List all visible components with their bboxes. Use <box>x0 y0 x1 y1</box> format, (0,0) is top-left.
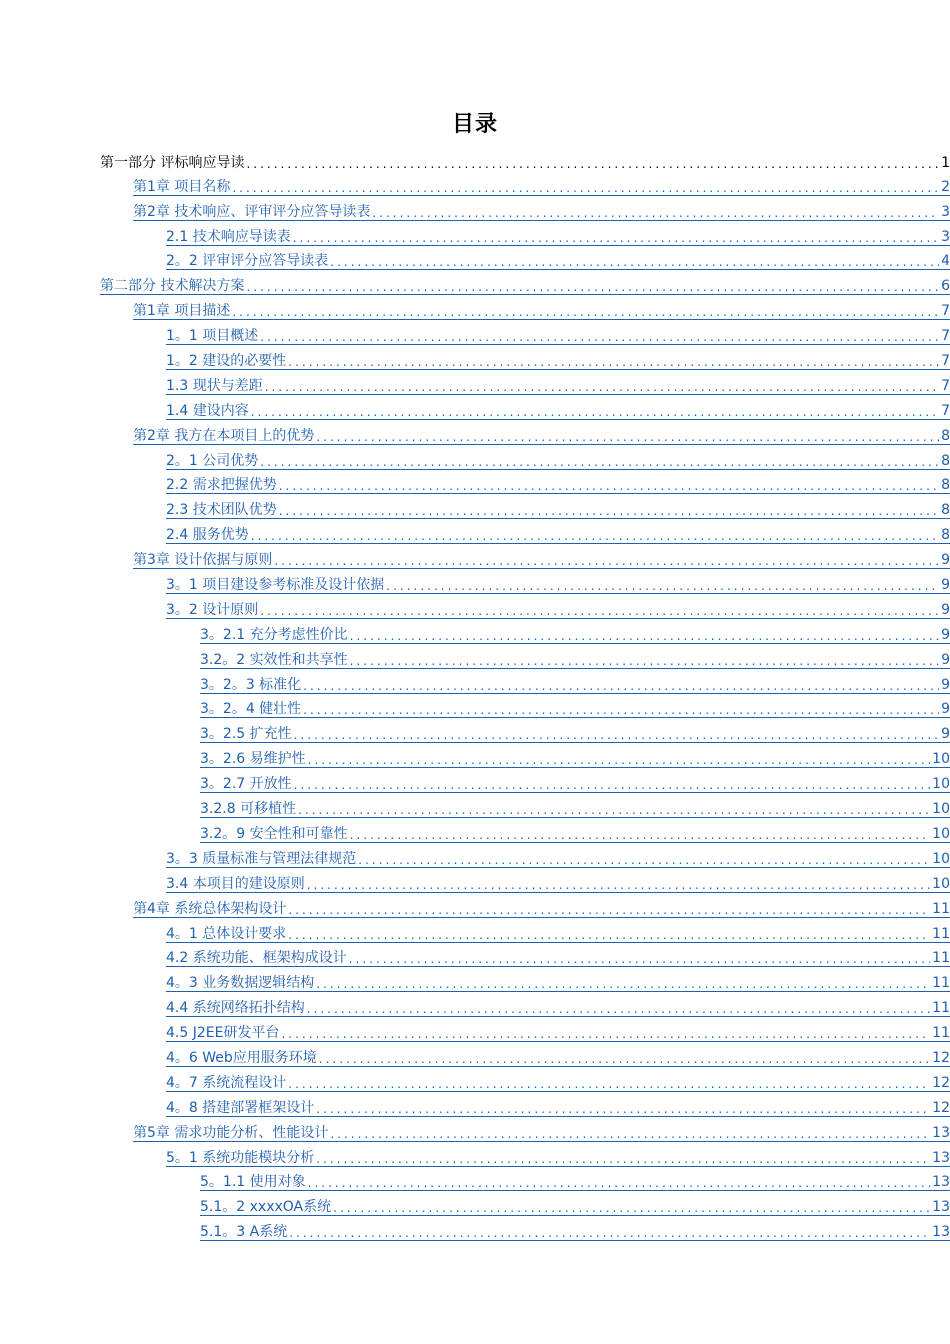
toc-page-number: 10 <box>932 776 950 793</box>
toc-page-number: 11 <box>932 950 950 967</box>
toc-entry-link[interactable] <box>200 826 950 843</box>
toc-dot-leader <box>293 231 939 245</box>
toc-dot-leader <box>308 753 931 767</box>
toc-dot-leader <box>279 479 939 493</box>
toc-entry[interactable] <box>0 672 950 697</box>
toc-entry-link[interactable] <box>200 652 950 669</box>
toc-entry-link[interactable] <box>166 950 950 967</box>
toc-dot-leader <box>274 554 939 568</box>
toc-entry[interactable] <box>0 1170 950 1195</box>
toc-dot-leader <box>316 977 930 991</box>
toc-entry-label: 3.2。9 安全性和可靠性 <box>200 825 348 842</box>
toc-entry-link[interactable] <box>133 204 950 221</box>
toc-entry[interactable] <box>0 1020 950 1045</box>
toc-entry-label: 5。1.1 使用对象 <box>200 1174 306 1191</box>
toc-entry-link[interactable] <box>166 1050 950 1067</box>
toc-entry-link[interactable] <box>133 428 950 445</box>
toc-entry[interactable] <box>0 697 950 722</box>
toc-entry-label: 3。2。3 标准化 <box>200 676 302 693</box>
toc-dot-leader <box>251 529 939 543</box>
toc-entry-link[interactable] <box>133 901 950 918</box>
toc-entry-label: 3。2.7 开放性 <box>200 776 292 793</box>
toc-dot-leader <box>350 654 939 668</box>
toc-entry-link[interactable] <box>166 477 950 494</box>
toc-entry-link[interactable] <box>133 552 950 569</box>
toc-entry-label: 2.2 需求把握优势 <box>166 477 277 494</box>
toc-entry-label: 第5章 需求功能分析、性能设计 <box>133 1124 329 1141</box>
toc-entry[interactable] <box>0 249 950 274</box>
toc-dot-leader <box>260 455 939 469</box>
toc-page-number: 1 <box>941 154 950 171</box>
toc-entry-link[interactable] <box>166 353 950 370</box>
toc-dot-leader <box>246 157 939 171</box>
toc-entry-link[interactable] <box>166 527 950 544</box>
toc-entry[interactable] <box>0 1070 950 1095</box>
toc-dot-leader <box>294 728 939 742</box>
toc-entry-link[interactable] <box>166 1150 950 1167</box>
toc-entry[interactable] <box>0 746 950 771</box>
toc-dot-leader <box>288 1077 930 1091</box>
toc-entry-label: 2。2 评审评分应答导读表 <box>166 253 329 270</box>
toc-entry-link[interactable] <box>200 1224 950 1241</box>
toc-entry-label: 第2章 我方在本项目上的优势 <box>133 427 315 444</box>
toc-dot-leader <box>279 504 939 518</box>
toc-entry-label: 4。6 Web应用服务环境 <box>166 1049 317 1066</box>
toc-entry[interactable] <box>0 298 950 323</box>
toc-entry-label: 第1章 项目名称 <box>133 178 231 195</box>
toc-entry[interactable] <box>0 871 950 896</box>
toc-entry[interactable] <box>0 423 950 448</box>
toc-entry[interactable] <box>0 224 950 249</box>
toc-dot-leader <box>316 1152 930 1166</box>
toc-entry[interactable] <box>0 373 950 398</box>
toc-page-number: 12 <box>932 1099 950 1116</box>
toc-entry-link[interactable] <box>166 1000 950 1017</box>
toc-entry[interactable] <box>0 323 950 348</box>
toc-dot-leader <box>303 703 939 717</box>
toc-page-number: 7 <box>941 402 950 419</box>
toc-page-number: 8 <box>941 477 950 494</box>
toc-dot-leader <box>294 778 931 792</box>
toc-entry-label: 第1章 项目描述 <box>133 303 231 320</box>
toc-dot-leader <box>298 803 930 817</box>
toc-entry-link[interactable] <box>166 1025 950 1042</box>
toc-entry[interactable] <box>0 647 950 672</box>
toc-page-number: 7 <box>941 303 950 320</box>
toc-entry-label: 1.3 现状与差距 <box>166 377 263 394</box>
toc-entry-label: 2。1 公司优势 <box>166 452 259 469</box>
toc-entry[interactable] <box>0 771 950 796</box>
toc-dot-leader <box>316 1102 930 1116</box>
toc-entry[interactable] <box>0 547 950 572</box>
toc-entry-label: 5。1 系统功能模块分析 <box>166 1149 315 1166</box>
toc-page-number: 11 <box>932 1025 950 1042</box>
toc-entry[interactable] <box>0 199 950 224</box>
toc-page-number: 8 <box>941 427 950 444</box>
toc-dot-leader <box>232 305 939 319</box>
toc-entry-label: 5.1。3 A系统 <box>200 1224 288 1241</box>
toc-page-number: 13 <box>932 1149 950 1166</box>
toc-entry-link[interactable] <box>133 1125 950 1142</box>
toc-dot-leader <box>372 206 939 220</box>
toc-entry-link[interactable] <box>200 701 950 718</box>
toc-entry-label: 4。8 搭建部署框架设计 <box>166 1099 315 1116</box>
toc-entry-label: 4。1 总体设计要求 <box>166 925 287 942</box>
toc-entry[interactable] <box>0 597 950 622</box>
toc-page-number: 9 <box>941 626 950 643</box>
toc-entry[interactable] <box>0 995 950 1020</box>
toc-entry[interactable] <box>0 1145 950 1170</box>
toc-entry-label: 2.1 技术响应导读表 <box>166 228 291 245</box>
toc-entry[interactable] <box>0 448 950 473</box>
toc-entry-label: 第2章 技术响应、评审评分应答导读表 <box>133 203 371 220</box>
toc-entry[interactable] <box>0 846 950 871</box>
toc-entry[interactable] <box>0 149 950 174</box>
toc-entry-link[interactable] <box>200 627 950 644</box>
toc-entry[interactable] <box>0 1045 950 1070</box>
toc-dot-leader <box>289 1226 930 1240</box>
toc-page-number: 12 <box>932 1049 950 1066</box>
toc-entry-label: 4.5 J2EE研发平台 <box>166 1025 280 1042</box>
toc-entry-label: 3。2 设计原则 <box>166 601 259 618</box>
toc-entry-link[interactable] <box>166 502 950 519</box>
toc-entry[interactable] <box>0 348 950 373</box>
toc-dot-leader <box>303 679 939 693</box>
toc-entry-link[interactable] <box>166 926 950 943</box>
toc-entry-link[interactable] <box>166 851 950 868</box>
toc-page-number: 10 <box>932 850 950 867</box>
toc-page-number: 8 <box>941 452 950 469</box>
toc-entry-label: 2.4 服务优势 <box>166 527 249 544</box>
toc-entry-link[interactable] <box>200 726 950 743</box>
toc-page-number: 6 <box>941 278 950 295</box>
toc-entry[interactable] <box>0 522 950 547</box>
toc-dot-leader <box>307 1002 930 1016</box>
toc-dot-leader <box>349 952 930 966</box>
toc-entry-label: 3。2.1 充分考虑性价比 <box>200 626 348 643</box>
toc-entry-link[interactable] <box>166 1075 950 1092</box>
toc-page-number: 9 <box>941 651 950 668</box>
toc-page-number: 8 <box>941 502 950 519</box>
toc-entry-label: 4.4 系统网络拓扑结构 <box>166 1000 305 1017</box>
toc-entry-link[interactable] <box>166 378 950 395</box>
toc-dot-leader <box>260 330 939 344</box>
toc-entry-label: 第3章 设计依据与原则 <box>133 552 273 569</box>
toc-entry-link[interactable] <box>166 602 950 619</box>
toc-entry-label: 4。7 系统流程设计 <box>166 1074 287 1091</box>
toc-page-number: 13 <box>932 1199 950 1216</box>
toc-dot-leader <box>288 928 930 942</box>
toc-page-number: 10 <box>932 875 950 892</box>
toc-entry-label: 1。1 项目概述 <box>166 328 259 345</box>
toc-page-number: 7 <box>941 377 950 394</box>
toc-entry-link[interactable] <box>200 751 950 768</box>
toc-page-number: 8 <box>941 527 950 544</box>
toc-dot-leader <box>308 1176 931 1190</box>
toc-entry-label: 3。2.5 扩充性 <box>200 726 292 743</box>
toc-page-number: 9 <box>941 552 950 569</box>
toc-page-number: 9 <box>941 676 950 693</box>
toc-entry-label: 第一部分 评标响应导读 <box>100 154 245 171</box>
toc-page-number: 9 <box>941 701 950 718</box>
toc-dot-leader <box>316 430 939 444</box>
toc-entry-link[interactable] <box>200 1174 950 1191</box>
toc-entry[interactable] <box>0 273 950 298</box>
toc-entry-label: 3。3 质量标准与管理法律规范 <box>166 850 357 867</box>
toc-entry-label: 2.3 技术团队优势 <box>166 502 277 519</box>
toc-entry-label: 3。2。4 健壮性 <box>200 701 302 718</box>
toc-page-number: 10 <box>932 801 950 818</box>
toc-entry-label: 3。2.6 易维护性 <box>200 751 306 768</box>
toc-entry-link[interactable] <box>166 975 950 992</box>
toc-entry-label: 3。1 项目建设参考标准及设计依据 <box>166 577 385 594</box>
toc-entry[interactable] <box>0 970 950 995</box>
toc-page-number: 11 <box>932 1000 950 1017</box>
toc-dot-leader <box>288 903 930 917</box>
toc-page-number: 4 <box>941 253 950 270</box>
toc-entry[interactable] <box>0 1120 950 1145</box>
toc-dot-leader <box>260 604 939 618</box>
toc-page-number: 13 <box>932 1124 950 1141</box>
toc-dot-leader <box>251 405 939 419</box>
toc-page-number: 7 <box>941 353 950 370</box>
toc-page-number: 7 <box>941 328 950 345</box>
toc-dot-leader <box>281 1027 930 1041</box>
toc-page-number: 11 <box>932 975 950 992</box>
toc-dot-leader <box>288 355 939 369</box>
toc-entry[interactable] <box>0 1219 950 1244</box>
toc-entry-label: 4。3 业务数据逻辑结构 <box>166 975 315 992</box>
toc-page-number: 11 <box>932 925 950 942</box>
toc-entry-link[interactable] <box>200 1199 950 1216</box>
toc-dot-leader <box>350 629 939 643</box>
toc-page-number: 10 <box>932 825 950 842</box>
toc-dot-leader <box>333 1201 930 1215</box>
toc-dot-leader <box>246 280 939 294</box>
toc-dot-leader <box>330 1127 930 1141</box>
toc-entry-link[interactable] <box>166 253 950 270</box>
toc-entry-link[interactable] <box>200 677 950 694</box>
toc-entry-label: 1。2 建设的必要性 <box>166 353 287 370</box>
toc-entry[interactable] <box>0 896 950 921</box>
toc-entry[interactable] <box>0 921 950 946</box>
toc-dot-leader <box>319 1052 930 1066</box>
toc-dot-leader <box>330 255 939 269</box>
toc-dot-leader <box>232 181 939 195</box>
toc-page-number: 3 <box>941 203 950 220</box>
toc-dot-leader <box>307 878 930 892</box>
toc-entry[interactable] <box>0 1095 950 1120</box>
toc-entry-link[interactable] <box>100 278 950 295</box>
toc-entry-label: 3.4 本项目的建设原则 <box>166 875 305 892</box>
toc-entry[interactable] <box>0 473 950 498</box>
toc-entry-link[interactable] <box>166 403 950 420</box>
toc-entry[interactable] <box>0 622 950 647</box>
toc-page-number: 9 <box>941 726 950 743</box>
toc-entry-label: 4.2 系统功能、框架构成设计 <box>166 950 347 967</box>
toc-page-number: 12 <box>932 1074 950 1091</box>
toc-entry-label: 5.1。2 xxxxOA系统 <box>200 1199 332 1216</box>
toc-entry[interactable] <box>0 398 950 423</box>
toc-page-number: 13 <box>932 1174 950 1191</box>
toc-entry[interactable] <box>0 1194 950 1219</box>
toc-dot-leader <box>265 380 939 394</box>
toc-entry[interactable] <box>0 946 950 971</box>
toc-page-number: 2 <box>941 178 950 195</box>
toc-page-number: 9 <box>941 577 950 594</box>
toc-entry-link[interactable] <box>133 179 950 196</box>
toc-dot-leader <box>358 853 930 867</box>
toc-entry-label: 3.2。2 实效性和共享性 <box>200 651 348 668</box>
toc-entry[interactable] <box>0 174 950 199</box>
toc-entry[interactable] <box>0 796 950 821</box>
toc-page-number: 9 <box>941 601 950 618</box>
toc-entry-link[interactable] <box>166 229 950 246</box>
toc-entry[interactable] <box>0 497 950 522</box>
table-of-contents <box>0 149 950 1244</box>
toc-page-number: 10 <box>932 751 950 768</box>
toc-entry[interactable] <box>0 821 950 846</box>
toc-page-number: 3 <box>941 228 950 245</box>
toc-entry-link[interactable] <box>200 776 950 793</box>
toc-title: 目录 <box>451 112 498 137</box>
toc-entry-link[interactable] <box>166 876 950 893</box>
toc-entry-link[interactable] <box>200 801 950 818</box>
toc-entry[interactable] <box>0 721 950 746</box>
toc-entry[interactable] <box>0 572 950 597</box>
toc-entry-link[interactable] <box>133 303 950 320</box>
toc-entry-label: 第4章 系统总体架构设计 <box>133 900 287 917</box>
toc-entry-link[interactable] <box>166 328 950 345</box>
toc-entry-label: 3.2.8 可移植性 <box>200 801 297 818</box>
toc-entry-link[interactable] <box>166 577 950 594</box>
toc-entry-label: 第二部分 技术解决方案 <box>100 278 245 295</box>
toc-page-number: 13 <box>932 1224 950 1241</box>
toc-entry-link[interactable] <box>166 1100 950 1117</box>
toc-entry-link[interactable] <box>166 453 950 470</box>
toc-entry-link[interactable] <box>100 155 950 171</box>
toc-page-number: 11 <box>932 900 950 917</box>
toc-dot-leader <box>386 579 939 593</box>
toc-dot-leader <box>350 828 931 842</box>
toc-entry-label: 1.4 建设内容 <box>166 402 249 419</box>
